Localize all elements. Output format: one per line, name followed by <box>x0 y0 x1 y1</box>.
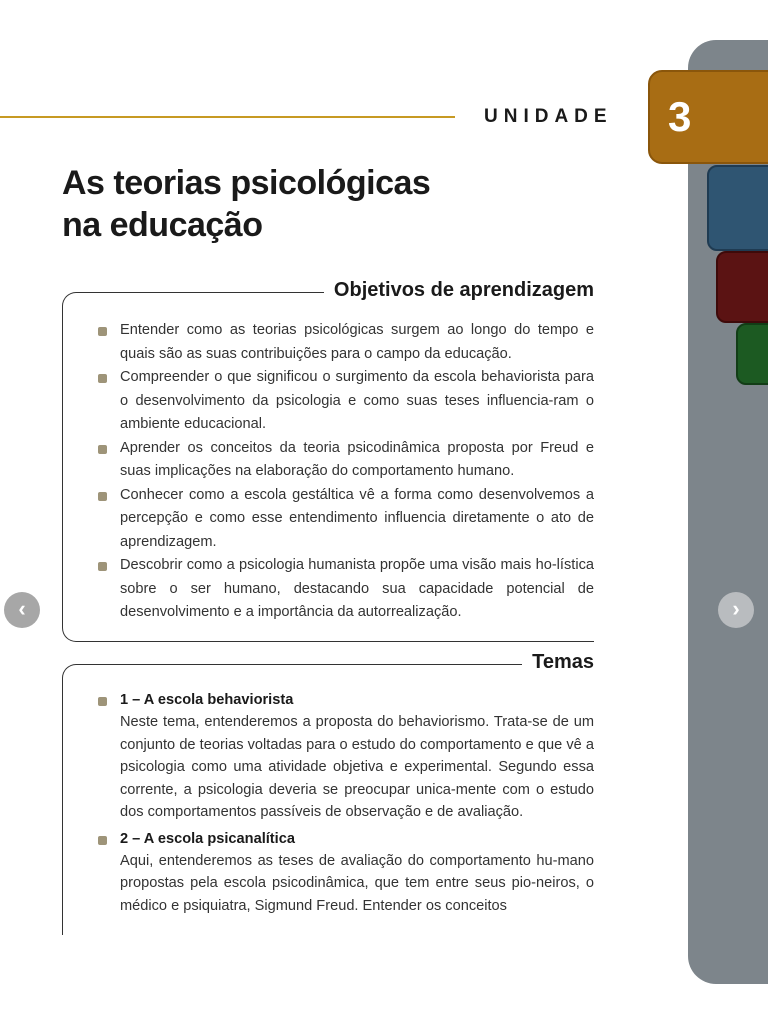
title-line-2: na educação <box>62 206 263 244</box>
objective-item: Aprender os conceitos da teoria psicodinâmica proposta por Freud e suas implicações na elaboração do comportamento humano. <box>98 437 594 484</box>
objective-item: Descobrir como a psicologia humanista propõe uma visão mais ho-lística sobre o ser humano, destacando sua capacidade potencial de desenvolvimento e a importância da autorrealização. <box>98 554 594 625</box>
page-title <box>62 162 502 246</box>
bullet-icon <box>98 327 107 336</box>
unit-tab-red <box>716 251 768 323</box>
bullet-icon <box>98 836 107 845</box>
objective-item: Entender como as teorias psicológicas surgem ao longo do tempo e quais são as suas contribuições para o campo da educação. <box>98 319 594 366</box>
objectives-heading: Objetivos de aprendizagem <box>324 277 594 303</box>
theme-text: Aqui, entenderemos as teses de avaliação do comportamento hu-mano propostas pela escola psicodinâmica, que tem entre seus pio-neiros, o médico e psiquiatra, Sigmund Freud. Entender os conceitos <box>120 852 594 914</box>
theme-item <box>98 689 594 824</box>
title-line-1: As teorias psicológicas <box>62 164 431 202</box>
page-bottom-margin <box>0 935 688 1024</box>
unit-label: UNIDADE <box>484 106 613 127</box>
objective-item: Compreender o que significou o surgimento da escola behaviorista para o desenvolvimento da psicologia e como suas teses influencia-ram o ambiente educacional. <box>98 366 594 437</box>
objectives-box <box>62 279 594 642</box>
bullet-icon <box>98 492 107 501</box>
bullet-icon <box>98 562 107 571</box>
theme-text: Neste tema, entenderemos a proposta do behaviorismo. Trata-se de um conjunto de teorias voltadas para o estudo do comportamento e que vê a psicologia como uma atividade objetiva e experimental. Segundo essa corrente, a psicologia deveria se preocupar unica-mente com o estudo dos comportamentos passíveis de observação e de avaliação. <box>120 714 594 820</box>
theme-title: 2 – A escola psicanalítica <box>120 830 295 847</box>
unit-tab-blue <box>707 165 768 251</box>
theme-title: 1 – A escola behaviorista <box>120 692 294 708</box>
chevron-left-icon: ‹ <box>18 596 26 621</box>
unit-number: 3 <box>668 93 692 140</box>
objectives-list <box>98 319 594 625</box>
themes-heading: Temas <box>522 649 594 675</box>
chevron-right-icon: › <box>732 596 740 621</box>
bullet-icon <box>98 445 107 454</box>
bullet-icon <box>98 697 107 706</box>
bullet-icon <box>98 374 107 383</box>
next-page-button[interactable] <box>718 592 754 628</box>
unit-tab-green <box>736 323 768 385</box>
unit-badge <box>648 70 768 164</box>
unit-divider-line <box>0 116 455 118</box>
objective-item: Conhecer como a escola gestáltica vê a forma como desenvolvemos a percepção e como esse entendimento influencia diretamente o ato de aprendizagem. <box>98 484 594 555</box>
themes-box <box>62 651 594 964</box>
previous-page-button[interactable] <box>4 592 40 628</box>
themes-list <box>98 689 594 921</box>
theme-item <box>98 828 594 918</box>
